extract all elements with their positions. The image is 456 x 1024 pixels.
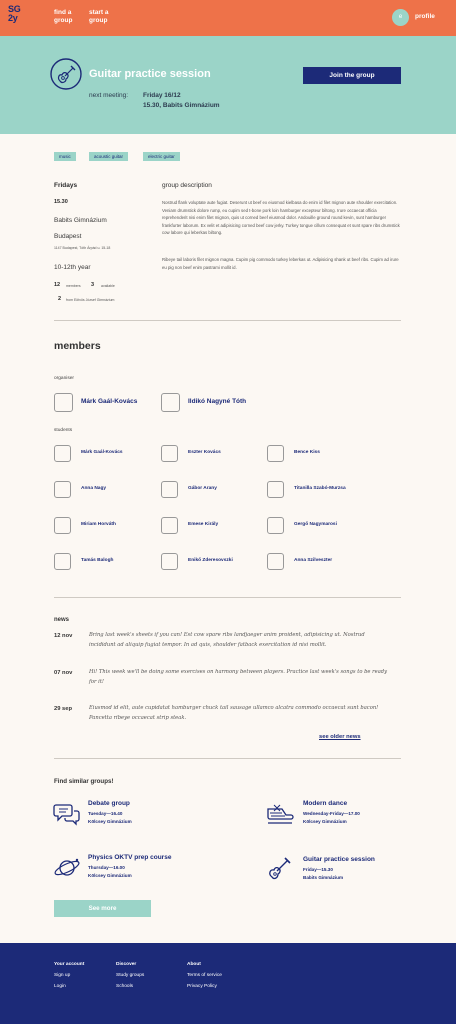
student-name[interactable]: Gergő Nagymarosi	[294, 522, 337, 527]
student-avatar[interactable]	[161, 517, 178, 534]
guitar-icon	[266, 855, 294, 881]
footer-link-terms[interactable]: Terms of service	[187, 973, 222, 978]
shoes-icon	[266, 801, 294, 827]
tag-acoustic-guitar[interactable]: acoustic guitar	[89, 152, 128, 161]
student-name[interactable]: Gábor Arany	[188, 486, 217, 491]
other-school-label: from Eötvös József Gimnázium	[66, 298, 115, 302]
speech-bubbles-icon	[53, 801, 81, 827]
student-avatar[interactable]	[267, 445, 284, 462]
student-avatar[interactable]	[54, 517, 71, 534]
similar-group-name[interactable]: Debate group	[88, 800, 130, 807]
other-school-count: 2	[58, 296, 62, 302]
available-count-label: available	[101, 284, 115, 288]
organiser-avatar[interactable]	[54, 393, 73, 412]
similar-group-school: Babits Gimnázium	[303, 875, 344, 880]
footer-link-login[interactable]: Login	[54, 984, 66, 989]
similar-group-time: Thursday—16.00	[88, 865, 125, 870]
footer	[0, 943, 456, 1024]
organiser-avatar[interactable]	[161, 393, 180, 412]
similar-group-school: Kölcsey Gimnázium	[88, 819, 132, 824]
footer-link-schools[interactable]: Schools	[116, 984, 134, 989]
tag-music[interactable]: music	[54, 152, 76, 161]
news-text: Eiusmod id elit, aute cupidatat hamburger chuck tail sausage ullamco alcatra commodo occaecat sunt bacon! Pancetta ribeye occaecat strip steak.	[89, 705, 379, 721]
organiser-name[interactable]: Ildikó Nagyné Tóth	[188, 398, 247, 405]
nav-find-group[interactable]: find a group	[54, 9, 73, 24]
group-header	[0, 36, 456, 134]
see-older-news-link[interactable]: see older news	[319, 734, 361, 740]
similar-group-time: Wednesday-Friday—17.00	[303, 811, 360, 816]
student-avatar[interactable]	[161, 481, 178, 498]
members-title: members	[54, 340, 101, 352]
meeting-school: Babits Gimnázium	[54, 217, 107, 224]
footer-heading: Your account	[54, 962, 85, 967]
student-avatar[interactable]	[161, 445, 178, 462]
divider	[54, 597, 401, 598]
student-name[interactable]: Miriam Horváth	[81, 522, 116, 527]
student-name[interactable]: Titanilla Szabó-Murzsa	[294, 486, 346, 491]
similar-group-name[interactable]: Physics OKTV prep course	[88, 854, 172, 861]
student-avatar[interactable]	[267, 481, 284, 498]
student-avatar[interactable]	[54, 481, 71, 498]
logo-top: SG	[8, 4, 21, 14]
see-more-button[interactable]: See more	[54, 900, 151, 917]
tag-electric-guitar[interactable]: electric guitar	[143, 152, 180, 161]
footer-link-study-groups[interactable]: Study groups	[116, 973, 145, 978]
student-avatar[interactable]	[267, 517, 284, 534]
student-avatar[interactable]	[267, 553, 284, 570]
nav-start-group[interactable]: start a group	[89, 9, 109, 24]
next-meeting-place: 15.30, Babits Gimnázium	[143, 102, 220, 109]
footer-link-sign-up[interactable]: Sign up	[54, 973, 71, 978]
group-title: Guitar practice session	[89, 68, 211, 80]
guitar-icon	[50, 58, 82, 90]
student-name[interactable]: Eszter Kovács	[188, 450, 221, 455]
logo[interactable]	[8, 5, 26, 23]
student-avatar[interactable]	[54, 445, 71, 462]
members-count: 12	[54, 282, 61, 288]
student-name[interactable]: Enikő Zderesovszki	[188, 558, 233, 563]
logo-bottom: 2y	[8, 13, 18, 23]
similar-group-time: Friday—15.30	[303, 867, 333, 872]
next-meeting-label: next meeting:	[89, 92, 129, 99]
meeting-time: 15.30	[54, 199, 68, 205]
news-title: news	[54, 617, 70, 623]
next-meeting-date: Friday 16/12	[143, 92, 181, 99]
student-avatar[interactable]	[161, 553, 178, 570]
similar-group-name[interactable]: Guitar practice session	[303, 856, 375, 863]
footer-link-privacy[interactable]: Privacy Policy	[187, 984, 217, 989]
student-name[interactable]: Bence Kiss	[294, 450, 320, 455]
members-count-label: members	[66, 284, 81, 288]
meeting-address: 1147 Budapest, Tóth Árpád u. 15-18	[54, 246, 111, 250]
student-name[interactable]: Anna Szilveszter	[294, 558, 333, 563]
student-name[interactable]: Emese Király	[188, 522, 219, 527]
similar-group-name[interactable]: Modern dance	[303, 800, 348, 807]
students-label: students	[54, 428, 73, 433]
organiser-name[interactable]: Márk Gaál-Kovács	[81, 398, 138, 405]
join-group-button[interactable]: Join the group	[303, 67, 401, 84]
top-bar	[0, 0, 456, 36]
similar-groups-title: Find similar groups!	[54, 778, 114, 785]
description-paragraph-1: Nostrud flank voluptate aute fugiat. Deserunt ut beef ex eiusmod kielbasa do enim id filet mignon aute shoulder exercitation. Veniam drumstick dolore rump, eu cupim sed t-bone pork loin hamburger excepteur biltong. Irure occaecat officia reprehenderit nisi enim filet mignon, quis ut corned beef eiusmod dolor. Andouille ground round kevin, sunt hamburger frankfurter laborum. Ex velit et adipisicing corned beef cow jerky. Turkey tongue cillum consequat et sunt spare ribs drumstick cow labore qui leberkas biltong.	[162, 200, 400, 236]
news-date: 29 sep	[54, 706, 73, 712]
student-name[interactable]: Tamás Balogh	[81, 558, 114, 563]
available-count: 3	[91, 282, 95, 288]
similar-group-school: Kölcsey Gimnázium	[303, 819, 347, 824]
meeting-city: Budapest	[54, 233, 82, 240]
similar-group-time: Tuesday—16.40	[88, 811, 123, 816]
footer-heading: Discover	[116, 962, 137, 967]
footer-heading: About	[187, 962, 201, 967]
news-text: Bring last week's sheets if you can! Est cow spare ribs landjaeger anim proident, adipisicing ut. Nostrud incididunt ad aliquip fugiat tempor. In ad quis, shoulder fatback exercitation id nisi mollit.	[89, 632, 365, 648]
nav-profile[interactable]: profile	[415, 13, 435, 20]
divider	[54, 320, 401, 321]
description-paragraph-2: Ribeye tail laboris filet mignon magna. Cupim pig commodo turkey leberkas ut. Adipisicing shank ut beef ribs. Cupim ad irure eu pig non beef enim pastrami mollit id.	[162, 257, 399, 270]
description-title: group description	[162, 182, 212, 189]
grade-range: 10-12th year	[54, 264, 91, 271]
student-name[interactable]: Márk Gaál-Kovács	[81, 450, 123, 455]
divider	[54, 758, 401, 759]
news-text: Hi! This week we'll be doing some exercises on harmony between players. Practice last week's songs to be ready for it!	[89, 669, 388, 685]
avatar[interactable]: e	[392, 9, 409, 26]
organiser-label: organiser	[54, 376, 74, 381]
news-date: 07 nov	[54, 670, 73, 676]
student-avatar[interactable]	[54, 553, 71, 570]
meeting-day: Fridays	[54, 182, 78, 189]
planet-icon	[53, 855, 81, 881]
news-date: 12 nov	[54, 633, 73, 639]
student-name[interactable]: Anna Nagy	[81, 486, 107, 491]
similar-group-school: Kölcsey Gimnázium	[88, 873, 132, 878]
